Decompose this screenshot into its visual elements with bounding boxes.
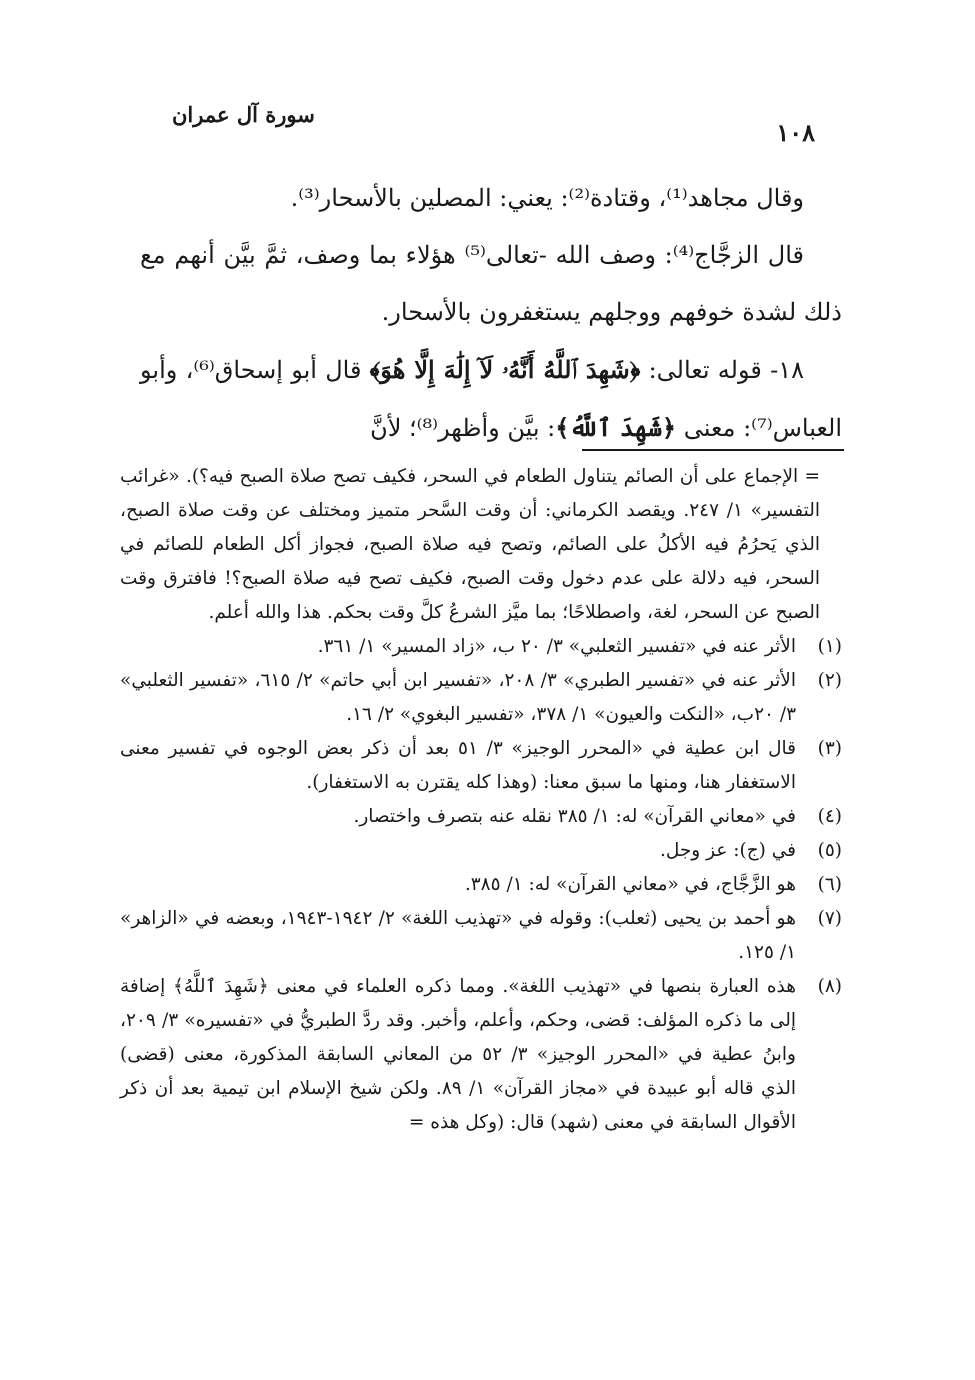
footnote-5: [120, 834, 842, 868]
footnote-number: (١): [817, 636, 842, 657]
footnote-text: في (ج): عز وجل.: [659, 840, 796, 861]
surah-title: سورة آل عمران: [172, 102, 315, 127]
main-text: [140, 170, 842, 457]
footnote-continuation: = الإجماع على أن الصائم يتناول الطعام في السحر، فكيف تصح صلاة الصبح فيه؟). «غرائب التفسير» ١/ ٢٤٧. ويقصد الكرماني: أن وقت السَّحر متميز ومختلف عن وقت صلاة الصبح، الذي يَحرُمُ فيه الأكلُ على الصائم، وتصح فيه صلاة الصبح، فجواز أكل الطعام للصائم في السحر، فيه دلالة على عدم دخول وقت الصبح، فكيف تصح فيه صلاة الصبح؟! فافترق وقت الصبح عن السحر، لغة، واصطلاحًا؛ بما ميَّز الشرعُ كلَّ وقت بحكم. هذا والله أعلم.: [120, 466, 820, 623]
main-paragraph-2: قال الزجَّاج⁽⁴⁾: وصف الله -تعالى⁽⁵⁾ هؤلاء بما وصف، ثمَّ بيَّن أنهم مع ذلك لشدة خوفهم ووجلهم يستغفرون بالأسحار.: [140, 241, 842, 326]
footnote-text: هذه العبارة بنصها في «تهذيب اللغة». ومما ذكره العلماء في معنى ﴿شَهِدَ ٱللَّهُ﴾ إضافة إلى ما ذكره المؤلف: قضى، وحكم، وأعلم، وأخبر. وقد ردَّ الطبريُّ في «تفسيره» ٣/ ٢٠٩، وابنُ عطية في «المحرر الوجيز» ٣/ ٥٢ من المعاني السابقة المذكورة، معنى (قضى) الذي قاله أبو عبيدة في «مجاز القرآن» ١/ ٨٩. ولكن شيخ الإسلام ابن تيمية بعد أن ذكر الأقوال السابقة في معنى (شهد) قال: (وكل هذه =: [120, 976, 796, 1133]
footnote-text: هو الزَّجَّاج، في «معاني القرآن» له: ١/ ٣٨٥.: [464, 874, 796, 895]
footnote-number: (٨): [817, 976, 842, 997]
footnote-text: الأثر عنه في «تفسير الطبري» ٣/ ٢٠٨، «تفسير ابن أبي حاتم» ٢/ ٦١٥، «تفسير الثعلبي» ٣/ ٢٠ب، «النكت والعيون» ١/ ٣٧٨، «تفسير البغوي» ٢/ ١٦.: [120, 670, 796, 725]
footnote-3: [120, 732, 842, 800]
footnote-text: في «معاني القرآن» له: ١/ ٣٨٥ نقله عنه بتصرف واختصار.: [353, 806, 796, 827]
footnote-1: [120, 630, 842, 664]
quran-verse-2: ﴿شَهِدَ ٱللَّهُ﴾: [555, 413, 677, 442]
footnote-7: [120, 902, 842, 970]
footnotes: [120, 460, 842, 1140]
footnote-text: الأثر عنه في «تفسير الثعلبي» ٣/ ٢٠ ب، «زاد المسير» ١/ ٣٦١.: [317, 636, 796, 657]
footnote-text: قال ابن عطية في «المحرر الوجيز» ٣/ ٥١ بعد أن ذكر بعض الوجوه في تفسير معنى الاستغفار هنا، ومنها ما سبق معنا: (وهذا كله يقترن به الاستغفار).: [120, 738, 797, 793]
paragraph-3-text: قال أبو إسحاق⁽⁶⁾، وأبو العباس⁽⁷⁾: معنى: [140, 356, 842, 442]
footnote-number: (٢): [817, 670, 842, 691]
footnote-separator: [582, 449, 844, 451]
footnote-6: [120, 868, 842, 902]
running-head: [0, 98, 975, 148]
footnote-4: [120, 800, 842, 834]
verse-intro: ١٨- قوله تعالى:: [648, 356, 804, 384]
main-paragraph-3: [140, 341, 842, 457]
footnote-number: (٥): [817, 840, 842, 861]
footnote-8: [120, 970, 842, 1140]
footnote-number: (٣): [817, 738, 842, 759]
footnote-number: (٤): [817, 806, 842, 827]
main-paragraph-1: وقال مجاهد⁽¹⁾، وقتادة⁽²⁾: يعني: المصلين بالأسحار⁽³⁾.: [290, 184, 804, 212]
footnote-number: (٧): [817, 908, 842, 929]
footnote-number: (٦): [817, 874, 842, 895]
paragraph-3-end: : بيَّن وأظهر⁽⁸⁾؛ لأنَّ: [370, 414, 556, 442]
page-number: ١٠٨: [776, 118, 815, 147]
quran-verse: ﴿شَهِدَ ٱللَّهُ أَنَّهُۥ لَآ إِلَٰهَ إِلَّا هُوَ﴾: [369, 355, 641, 384]
footnote-text: هو أحمد بن يحيى (ثعلب): وقوله في «تهذيب اللغة» ٢/ ١٩٤٢-١٩٤٣، وبعضه في «الزاهر» ١/ ١٢٥.: [120, 908, 796, 963]
footnote-2: [120, 664, 842, 732]
